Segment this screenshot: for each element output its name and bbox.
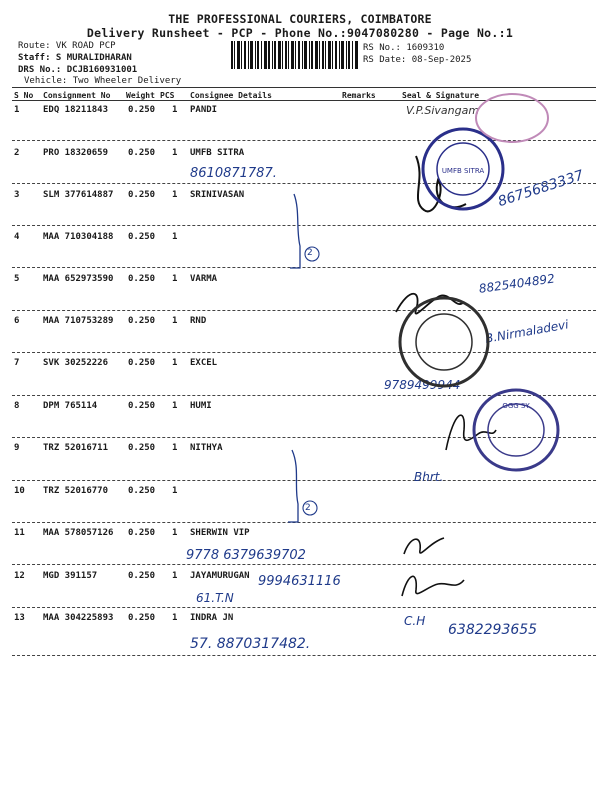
runsheet-subtitle: Delivery Runsheet - PCP - Phone No.:9047080280 - Page No.:1 [86,26,514,40]
row-pcs: 1 [172,613,178,623]
row-sno: 10 [14,486,25,496]
handwritten-address: 61.T.N [196,591,234,605]
stamp-text: OGG SY [502,402,530,410]
row-sno: 13 [14,613,25,623]
row-weight: 0.250 [128,401,156,411]
row-sno: 9 [14,443,20,453]
row-consignment: PRO 18320659 [43,148,109,158]
row-separator [12,564,596,565]
row-separator [12,607,596,608]
route-label: Route: VK ROAD PCP [18,41,116,51]
row-consignment: EDQ 18211843 [43,105,109,115]
row-sno: 1 [14,105,20,115]
row-weight: 0.250 [128,528,156,538]
row-consignment: MAA 710753289 [43,316,114,326]
col-sno: S No [14,91,34,100]
row-sno: 2 [14,148,20,158]
handwritten-phone: 8675683337 [496,167,586,211]
row-weight: 0.250 [128,316,156,326]
row-consignment: MAA 304225893 [43,613,114,623]
row-sno: 11 [14,528,25,538]
handwritten-signature: V.P.Sivangam [406,104,480,117]
row-consignment: MAA 710304188 [43,232,114,242]
row-pcs: 1 [172,148,178,158]
handwritten-address: 57. 8870317482. [190,636,311,652]
rs-date: RS Date: 08-Sep-2025 [363,55,472,65]
row-consignment: DPM 765114 [43,401,98,411]
row-sno: 7 [14,358,20,368]
handwritten-phone: 6382293655 [448,622,538,638]
rs-number: RS No.: 1609310 [363,43,445,53]
row-consignment: MAA 578057126 [43,528,114,538]
handwritten-phone: 9778 6379639702 [186,548,306,563]
company-seal-stamp [396,294,492,390]
row-sno: 3 [14,190,20,200]
handwritten-signature: B.Nirmaladevi [484,317,570,346]
row-weight: 0.250 [128,486,156,496]
row-weight: 0.250 [128,274,156,284]
handwritten-mark: 2 [305,503,311,513]
row-pcs: 1 [172,316,178,326]
row-pcs: 1 [172,528,178,538]
row-weight: 0.250 [128,571,156,581]
row-sno: 8 [14,401,20,411]
row-separator [12,310,596,311]
pink-stamp [472,90,552,146]
staff-label: Staff: S MURALIDHARAN [18,53,132,63]
row-weight: 0.250 [128,105,156,115]
row-pcs: 1 [172,358,178,368]
row-weight: 0.250 [128,148,156,158]
row-consignee: INDRA JN [190,613,234,623]
handwritten-phone: 9789499944 [384,378,461,392]
row-consignment: SVK 30252226 [43,358,109,368]
row-weight: 0.250 [128,190,156,200]
col-weight: Weight [126,91,155,100]
handwritten-bracket [286,190,326,274]
row-pcs: 1 [172,274,178,284]
handwritten-phone: 9994631116 [258,574,341,589]
row-consignment: MGD 391157 [43,571,98,581]
row-weight: 0.250 [128,232,156,242]
row-pcs: 1 [172,190,178,200]
row-consignee: SRINIVASAN [190,190,245,200]
vehicle-label: Vehicle: Two Wheeler Delivery [24,76,182,86]
row-weight: 0.250 [128,443,156,453]
row-separator [12,183,596,184]
row-pcs: 1 [172,232,178,242]
row-pcs: 1 [172,443,178,453]
barcode [231,41,359,69]
signature-scribble [400,528,450,564]
col-consignment: Consignment No [43,91,111,100]
drs-number: DRS No.: DCJB160931001 [18,65,138,75]
handwritten-phone: 8825404892 [478,271,556,296]
stamp-text: UMFB SITRA [441,167,485,175]
row-separator [12,352,596,353]
row-consignee: JAYAMURUGAN [190,571,250,581]
row-sno: 4 [14,232,20,242]
row-consignee: RND [190,316,207,326]
row-consignee: SHERWIN VIP [190,528,250,538]
handwritten-phone: 8610871787. [190,166,277,181]
row-consignment: TRZ 52016711 [43,443,109,453]
handwritten-signature: Bhrt. [414,470,444,484]
row-consignee: PANDI [190,105,218,115]
row-pcs: 1 [172,401,178,411]
row-consignee: EXCEL [190,358,218,368]
col-seal-signature: Seal & Signature [402,91,480,100]
row-weight: 0.250 [128,613,156,623]
row-consignee: UMFB SITRA [190,148,245,158]
handwritten-bracket [286,446,326,530]
row-sno: 6 [14,316,20,326]
handwritten-mark: 2 [307,248,313,258]
col-remarks: Remarks [342,91,376,100]
row-pcs: 1 [172,571,178,581]
row-pcs: 1 [172,486,178,496]
handwritten-signature: C.H [404,614,426,628]
signature-scribble [398,566,468,606]
company-title: THE PROFESSIONAL COURIERS, COIMBATORE [168,12,432,26]
row-pcs: 1 [172,105,178,115]
row-consignment: SLM 377614887 [43,190,114,200]
row-consignee: VARMA [190,274,218,284]
row-separator [12,655,596,656]
row-sno: 5 [14,274,20,284]
row-consignment: TRZ 52016770 [43,486,109,496]
row-sno: 12 [14,571,25,581]
row-consignment: MAA 652973590 [43,274,114,284]
header-top-rule [12,87,596,88]
row-consignee: HUMI [190,401,212,411]
col-consignee: Consignee Details [190,91,272,100]
row-consignee: NITHYA [190,443,223,453]
col-pcs: PCS [160,91,175,100]
row-weight: 0.250 [128,358,156,368]
round-seal-stamp [470,386,562,474]
